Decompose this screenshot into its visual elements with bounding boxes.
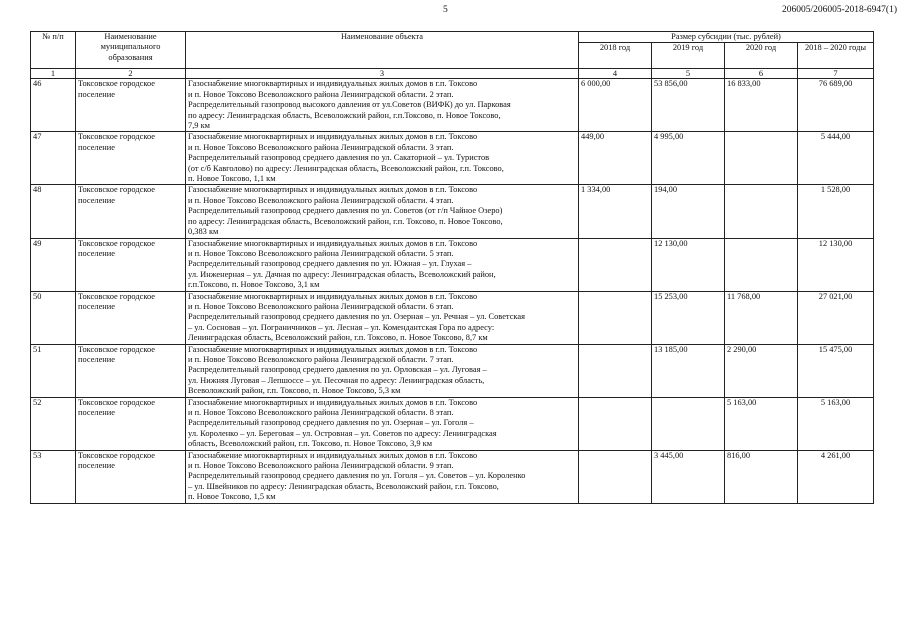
row-number: 48 [31, 185, 76, 238]
value-total: 76 689,00 [798, 79, 874, 132]
object-line: Распределительный газопровод среднего давления по ул. Озерная – ул. Гоголя – [188, 418, 474, 428]
value-total: 27 021,00 [798, 291, 874, 344]
header-2018: 2018 год [579, 43, 652, 69]
object-line: Газоснабжение многоквартирных и индивидуальных жилых домов в г.п. Токсово [188, 132, 478, 142]
value-2019: 13 185,00 [652, 344, 725, 397]
subsidy-table [30, 31, 874, 504]
object-line: п. Новое Токсово, 1,5 км [188, 492, 276, 502]
value-2020: 2 290,00 [725, 344, 798, 397]
object-line: ул. Инженерная – ул. Дачная по адресу: Ленинградская область, Всеволожский район, [188, 269, 496, 279]
value-2020 [725, 238, 798, 291]
object-line: Газоснабжение многоквартирных и индивидуальных жилых домов в г.п. Токсово [188, 238, 478, 248]
object-line: Распределительный газопровод высокого давления от ул.Советов (ВИФК) до ул. Парковая [188, 100, 511, 110]
table-row [31, 132, 874, 185]
row-number: 51 [31, 344, 76, 397]
value-2020 [725, 185, 798, 238]
object-line: 0,383 км [188, 227, 219, 237]
value-2018: 449,00 [579, 132, 652, 185]
value-2019: 4 995,00 [652, 132, 725, 185]
value-2020: 816,00 [725, 450, 798, 503]
header-2019: 2019 год [652, 43, 725, 69]
object-line: область, Всеволожский район, г.п. Токсово, п. Новое Токсово, 3,9 км [188, 439, 433, 449]
value-total: 1 528,00 [798, 185, 874, 238]
table-body [31, 79, 874, 503]
object-line: Газоснабжение многоквартирных и индивидуальных жилых домов в г.п. Токсово [188, 397, 478, 407]
value-2018 [579, 344, 652, 397]
column-index: 1 [31, 69, 76, 79]
municipality-name: Токсовское городское поселение [76, 185, 186, 238]
header-subsidy: Размер субсидии (тыс. рублей) [579, 32, 874, 43]
value-2020: 5 163,00 [725, 397, 798, 450]
object-description [186, 291, 579, 344]
object-line: ул. Нижняя Луговая – Лепшоссе – ул. Песочная по адресу: Ленинградская область, [188, 375, 485, 385]
municipality-name: Токсовское городское поселение [76, 132, 186, 185]
value-total: 15 475,00 [798, 344, 874, 397]
value-total: 4 261,00 [798, 450, 874, 503]
object-line: – ул. Швейников по адресу: Ленинградская область, Всеволожский район, г.п. Токсово, [188, 481, 499, 491]
row-number: 46 [31, 79, 76, 132]
object-line: Ленинградская область, Всеволожский район, г.п. Токсово, п. Новое Токсово, 8,7 км [188, 333, 488, 343]
municipality-name: Токсовское городское поселение [76, 397, 186, 450]
object-description [186, 397, 579, 450]
object-line: Газоснабжение многоквартирных и индивидуальных жилых домов в г.п. Токсово [188, 450, 478, 460]
object-description [186, 238, 579, 291]
object-line: 7,9 км [188, 121, 210, 131]
object-line: и п. Новое Токсово Всеволожского района Ленинградской области. 4 этап. [188, 195, 454, 205]
value-2019: 3 445,00 [652, 450, 725, 503]
municipality-name: Токсовское городское поселение [76, 291, 186, 344]
object-line: и п. Новое Токсово Всеволожского района Ленинградской области. 7 этап. [188, 354, 454, 364]
object-line: и п. Новое Токсово Всеволожского района Ленинградской области. 9 этап. [188, 461, 454, 471]
document-id: 206005/206005-2018-6947(1) [781, 5, 897, 15]
municipality-name: Токсовское городское поселение [76, 79, 186, 132]
row-number: 49 [31, 238, 76, 291]
object-line: и п. Новое Токсово Всеволожского района Ленинградской области. 5 этап. [188, 248, 454, 258]
object-line: Распределительный газопровод среднего давления по ул. Сакаторной – ул. Туристов [188, 153, 490, 163]
header-number: № п/п [31, 32, 76, 69]
table-row [31, 185, 874, 238]
column-index: 3 [186, 69, 579, 79]
table-row [31, 79, 874, 132]
object-line: Распределительный газопровод среднего давления по ул. Озерная – ул. Речная – ул. Советская [188, 312, 525, 322]
value-2019: 15 253,00 [652, 291, 725, 344]
object-line: Распределительный газопровод среднего давления по ул. Гоголя – ул. Советов – ул. Короленко [188, 471, 526, 481]
municipality-name: Токсовское городское поселение [76, 238, 186, 291]
header-2020: 2020 год [725, 43, 798, 69]
object-description [186, 79, 579, 132]
table-row [31, 291, 874, 344]
value-2020: 16 833,00 [725, 79, 798, 132]
value-2019: 12 130,00 [652, 238, 725, 291]
row-number: 53 [31, 450, 76, 503]
value-2019: 53 856,00 [652, 79, 725, 132]
municipality-name: Токсовское городское поселение [76, 450, 186, 503]
column-index: 2 [76, 69, 186, 79]
object-line: Распределительный газопровод среднего давления по ул. Южная – ул. Глухая – [188, 259, 472, 269]
column-index-row [31, 69, 874, 79]
value-2019: 194,00 [652, 185, 725, 238]
value-2020 [725, 132, 798, 185]
object-line: Газоснабжение многоквартирных и индивидуальных жилых домов в г.п. Токсово [188, 79, 478, 89]
header-object: Наименование объекта [186, 32, 579, 69]
object-line: по адресу: Ленинградская область, Всеволожский район, г.п.Токсово, п. Новое Токсово, [188, 110, 501, 120]
value-2018 [579, 238, 652, 291]
header-municipality: Наименование муниципального образования [76, 32, 186, 69]
value-total: 5 444,00 [798, 132, 874, 185]
value-2019 [652, 397, 725, 450]
municipality-name: Токсовское городское поселение [76, 344, 186, 397]
object-line: г.п.Токсово, п. Новое Токсово, 3,1 км [188, 280, 320, 290]
value-2020: 11 768,00 [725, 291, 798, 344]
table-row [31, 397, 874, 450]
object-line: и п. Новое Токсово Всеволожского района Ленинградской области. 2 этап. [188, 89, 454, 99]
column-index: 7 [798, 69, 874, 79]
object-description [186, 344, 579, 397]
object-line: п. Новое Токсово, 1,1 км [188, 174, 276, 184]
value-2018 [579, 397, 652, 450]
column-index: 4 [579, 69, 652, 79]
object-line: Распределительный газопровод среднего давления по ул. Советов (от г/п Чайное Озеро) [188, 206, 503, 216]
column-index: 5 [652, 69, 725, 79]
object-line: ул. Короленко – ул. Береговая – ул. Островная – ул. Советов по адресу: Ленинградская [188, 428, 497, 438]
table-row [31, 450, 874, 503]
header-total: 2018 – 2020 годы [798, 43, 874, 69]
value-2018 [579, 291, 652, 344]
object-line: и п. Новое Токсово Всеволожского района Ленинградской области. 6 этап. [188, 301, 454, 311]
table-row [31, 344, 874, 397]
page-number: 5 [443, 5, 448, 15]
value-total: 12 130,00 [798, 238, 874, 291]
value-2018: 6 000,00 [579, 79, 652, 132]
object-line: Всеволожский район, г.п. Токсово, п. Новое Токсово, 5,3 км [188, 386, 401, 396]
object-line: и п. Новое Токсово Всеволожского района Ленинградской области. 3 этап. [188, 142, 454, 152]
object-line: и п. Новое Токсово Всеволожского района Ленинградской области. 8 этап. [188, 408, 454, 417]
object-line: – ул. Сосновая – ул. Пограничников – ул. Лесная – ул. Комендантская Гора по адресу: [188, 322, 495, 332]
object-line: Газоснабжение многоквартирных и индивидуальных жилых домов в г.п. Токсово [188, 291, 478, 301]
object-description [186, 185, 579, 238]
row-number: 47 [31, 132, 76, 185]
row-number: 50 [31, 291, 76, 344]
object-description [186, 132, 579, 185]
row-number: 52 [31, 397, 76, 450]
object-line: Газоснабжение многоквартирных и индивидуальных жилых домов в г.п. Токсово [188, 185, 478, 195]
object-line: Газоснабжение многоквартирных и индивидуальных жилых домов в г.п. Токсово [188, 344, 478, 354]
value-2018 [579, 450, 652, 503]
object-line: Распределительный газопровод среднего давления по ул. Орловская – ул. Луговая – [188, 365, 487, 375]
table-row [31, 238, 874, 291]
value-2018: 1 334,00 [579, 185, 652, 238]
column-index: 6 [725, 69, 798, 79]
object-line: (от с/б Кавголово) по адресу: Ленинградская область, Всеволожский район, г.п. Токсово, [188, 163, 504, 173]
object-description [186, 450, 579, 503]
object-line: по адресу: Ленинградская область, Всеволожский район, г.п. Токсово, п. Новое Токсово, [188, 216, 503, 226]
value-total: 5 163,00 [798, 397, 874, 450]
